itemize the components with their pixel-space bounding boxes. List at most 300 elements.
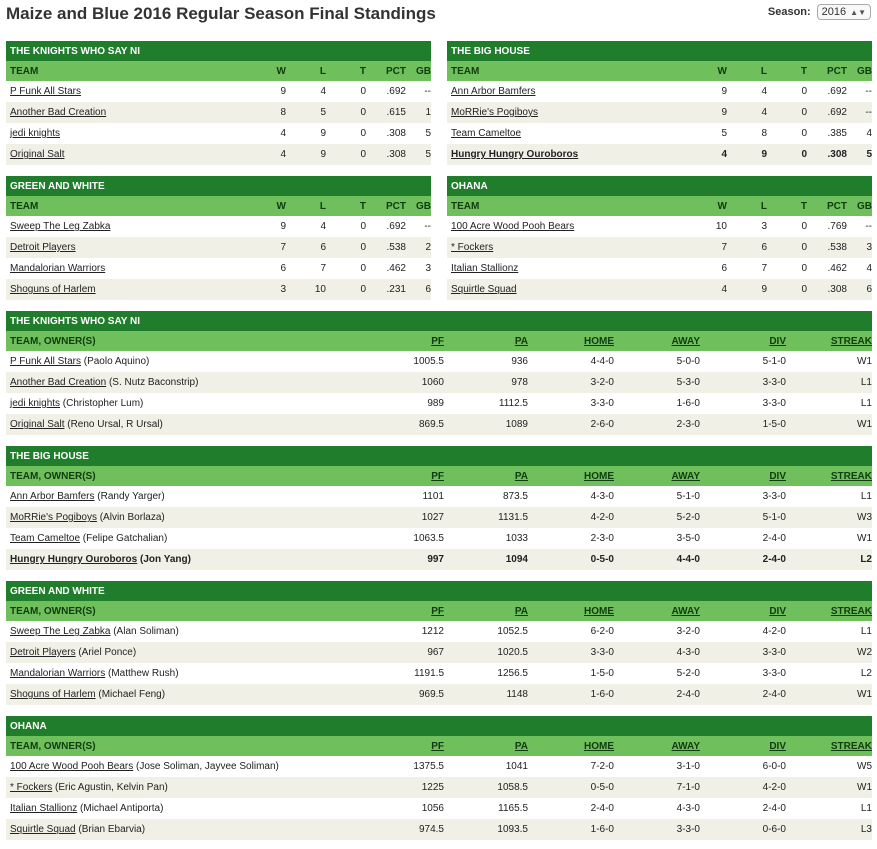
stat-cell: 5-1-0 — [762, 512, 786, 523]
team-link[interactable]: 100 Acre Wood Pooh Bears — [10, 761, 134, 772]
column-header: GB — [857, 200, 872, 212]
team-link[interactable]: * Fockers — [10, 782, 53, 793]
sortable-column-header: TEAM, OWNER(S) — [10, 335, 96, 347]
team-owner-cell — [6, 626, 372, 637]
team-owner-cell — [6, 782, 372, 793]
team-link[interactable]: Squirtle Squad — [451, 284, 517, 295]
team-owner-cell — [6, 668, 372, 679]
sortable-column-header[interactable]: HOME — [584, 605, 614, 617]
team-link[interactable]: Mandalorian Warriors — [10, 263, 106, 274]
page-title: Maize and Blue 2016 Regular Season Final Standings — [6, 4, 436, 23]
stat-cell: 8 — [761, 128, 767, 139]
team-owner-cell — [6, 554, 372, 565]
division-title: THE BIG HOUSE — [447, 41, 872, 61]
stat-cell: L3 — [860, 824, 872, 835]
stat-cell: 5 — [425, 128, 431, 139]
stat-cell: 1-6-0 — [676, 398, 700, 409]
stat-cell: 0 — [360, 128, 366, 139]
stat-cell: 1063.5 — [413, 533, 444, 544]
stat-cell: W2 — [857, 647, 872, 658]
team-cell — [447, 107, 687, 118]
stat-cell: -- — [424, 86, 431, 97]
team-link[interactable]: Original Salt — [10, 149, 65, 160]
stat-cell: .692 — [827, 107, 847, 118]
team-cell — [447, 86, 687, 97]
table-row — [6, 777, 872, 798]
column-header: TEAM — [451, 65, 480, 77]
table-row — [6, 414, 872, 435]
stat-cell: 0-6-0 — [762, 824, 786, 835]
stat-cell: 1-6-0 — [590, 824, 614, 835]
team-owner-cell — [6, 377, 372, 388]
stat-cell: 4 — [866, 263, 872, 274]
stat-cell: 3 — [866, 242, 872, 253]
owner-names: (Eric Agustin, Kelvin Pan) — [52, 782, 168, 793]
table-row — [6, 621, 872, 642]
sortable-column-header[interactable]: DIV — [769, 740, 786, 752]
stat-cell: W1 — [857, 419, 872, 430]
season-label: Season: — [767, 6, 811, 18]
stat-cell: 4 — [280, 128, 286, 139]
stat-cell: 1-6-0 — [590, 689, 614, 700]
stat-cell: 6 — [425, 284, 431, 295]
stat-cell: 6 — [280, 263, 286, 274]
team-link[interactable]: Another Bad Creation — [10, 107, 107, 118]
stat-cell: 2-4-0 — [676, 689, 700, 700]
team-link[interactable]: Sweep The Leg Zabka — [10, 626, 111, 637]
stat-cell: 0 — [801, 128, 807, 139]
stat-cell: 1041 — [505, 761, 528, 772]
stat-cell: 3-3-0 — [762, 668, 786, 679]
stat-cell: 5-1-0 — [762, 356, 786, 367]
stat-cell: .462 — [386, 263, 406, 274]
sortable-column-header[interactable]: AWAY — [671, 605, 700, 617]
sortable-column-header[interactable]: DIV — [769, 470, 786, 482]
team-cell — [447, 242, 687, 253]
division-title: OHANA — [6, 716, 872, 736]
column-header: T — [800, 200, 807, 212]
stat-cell: 1131.5 — [498, 512, 528, 523]
stat-cell: 4-3-0 — [590, 491, 614, 502]
stat-cell: .769 — [827, 221, 847, 232]
stat-cell: 0 — [801, 86, 807, 97]
team-link[interactable]: Shoguns of Harlem — [10, 284, 96, 295]
stat-cell: L1 — [860, 377, 872, 388]
team-link[interactable]: Detroit Players — [10, 242, 76, 253]
stat-cell: 3-3-0 — [590, 398, 614, 409]
stat-cell: 1101 — [422, 491, 444, 502]
team-cell — [6, 86, 246, 97]
team-detail-table — [6, 581, 872, 705]
team-link[interactable]: jedi knights — [10, 128, 61, 139]
stat-cell: 1056 — [421, 803, 444, 814]
table-row — [6, 216, 431, 237]
stat-cell: 6 — [866, 284, 872, 295]
sortable-column-header[interactable]: DIV — [769, 605, 786, 617]
stat-cell: 4-2-0 — [590, 512, 614, 523]
stat-cell: 3-3-0 — [590, 647, 614, 658]
stat-cell: 0 — [360, 86, 366, 97]
column-header: GB — [416, 200, 431, 212]
season-selector — [768, 4, 871, 20]
column-header: L — [760, 65, 767, 77]
table-row — [6, 507, 872, 528]
team-link[interactable]: Squirtle Squad — [10, 824, 76, 835]
division-title: THE BIG HOUSE — [6, 446, 872, 466]
detail-header-row — [6, 331, 872, 351]
column-header: TEAM — [10, 200, 39, 212]
owner-names: (Michael Feng) — [95, 689, 166, 700]
owner-names: (Jon Yang) — [137, 554, 191, 565]
team-cell — [6, 149, 246, 160]
stat-cell: 0 — [801, 284, 807, 295]
stat-cell: 4 — [320, 86, 326, 97]
stat-cell: 0-5-0 — [590, 782, 614, 793]
table-row — [6, 351, 872, 372]
team-detail-table — [6, 716, 872, 840]
stat-cell: 3-2-0 — [676, 626, 700, 637]
stat-cell: 1148 — [506, 689, 528, 700]
stat-cell: 0-5-0 — [590, 554, 614, 565]
team-owner-cell — [6, 512, 372, 523]
sortable-column-header[interactable]: PA — [514, 605, 528, 617]
stat-cell: 1375.5 — [413, 761, 444, 772]
column-header: T — [359, 200, 366, 212]
stat-cell: 5 — [425, 149, 431, 160]
stat-cell: 5-2-0 — [676, 512, 700, 523]
stat-cell: 0 — [360, 149, 366, 160]
column-header: GB — [857, 65, 872, 77]
stat-cell: L2 — [860, 554, 872, 565]
stat-cell: 2-4-0 — [762, 554, 786, 565]
standings-header-row — [447, 196, 872, 216]
table-row — [447, 258, 872, 279]
table-row — [6, 684, 872, 705]
stat-cell: .462 — [827, 263, 847, 274]
column-header: T — [800, 65, 807, 77]
stat-cell: 9 — [280, 86, 286, 97]
owner-names: (S. Nutz Baconstrip) — [106, 377, 199, 388]
sortable-column-header[interactable]: PA — [514, 740, 528, 752]
stat-cell: 0 — [360, 263, 366, 274]
sortable-column-header[interactable]: STREAK — [830, 335, 872, 347]
stat-cell: 2-3-0 — [676, 419, 700, 430]
column-header: L — [760, 200, 767, 212]
team-link[interactable]: P Funk All Stars — [10, 86, 81, 97]
team-link[interactable]: P Funk All Stars — [10, 356, 81, 367]
team-link[interactable]: Italian Stallionz — [10, 803, 78, 814]
stat-cell: 0 — [801, 242, 807, 253]
team-owner-cell — [6, 761, 372, 772]
team-link[interactable]: Team Cameltoe — [10, 533, 81, 544]
stat-cell: 9 — [721, 107, 727, 118]
sortable-column-header[interactable]: HOME — [584, 470, 614, 482]
table-row — [447, 216, 872, 237]
table-row — [447, 144, 872, 165]
table-row — [6, 144, 431, 165]
stat-cell: 10 — [314, 284, 326, 295]
division-title: OHANA — [447, 176, 872, 196]
stat-cell: 974.5 — [418, 824, 444, 835]
stat-cell: 1191.5 — [414, 668, 444, 679]
team-link[interactable]: jedi knights — [10, 398, 61, 409]
stat-cell: 3 — [425, 263, 431, 274]
table-row — [6, 258, 431, 279]
table-row — [6, 756, 872, 777]
stat-cell: 0 — [360, 242, 366, 253]
stat-cell: 0 — [360, 284, 366, 295]
team-link[interactable]: MoRRie's Pogiboys — [10, 512, 97, 523]
column-header: T — [359, 65, 366, 77]
stat-cell: 1060 — [421, 377, 444, 388]
stat-cell: 5 — [721, 128, 727, 139]
team-owner-cell — [6, 533, 372, 544]
team-link[interactable]: Another Bad Creation — [10, 377, 107, 388]
stat-cell: 4-4-0 — [676, 554, 700, 565]
team-cell — [6, 107, 246, 118]
owner-names: (Ariel Ponce) — [75, 647, 137, 658]
stat-cell: -- — [865, 107, 872, 118]
stat-cell: -- — [865, 86, 872, 97]
team-link[interactable]: Mandalorian Warriors — [10, 668, 106, 679]
stat-cell: .308 — [386, 149, 406, 160]
stat-cell: 3 — [280, 284, 286, 295]
table-row — [447, 102, 872, 123]
stat-cell: L1 — [860, 398, 872, 409]
stat-cell: 1020.5 — [497, 647, 528, 658]
team-link[interactable]: Original Salt — [10, 419, 65, 430]
stat-cell: 4 — [721, 284, 727, 295]
stat-cell: 2-4-0 — [762, 689, 786, 700]
stat-cell: 9 — [761, 149, 767, 160]
team-cell — [447, 263, 687, 274]
sortable-column-header[interactable]: PF — [431, 470, 444, 482]
stat-cell: .538 — [827, 242, 847, 253]
owner-names: (Brian Ebarvia) — [75, 824, 146, 835]
team-link[interactable]: Hungry Hungry Ouroboros — [10, 554, 138, 565]
stat-cell: 6-2-0 — [590, 626, 614, 637]
stat-cell: W3 — [857, 512, 872, 523]
sortable-column-header[interactable]: HOME — [584, 335, 614, 347]
stat-cell: 4-3-0 — [676, 647, 700, 658]
stat-cell: L2 — [860, 668, 872, 679]
stat-cell: 2-3-0 — [590, 533, 614, 544]
stat-cell: 4 — [866, 128, 872, 139]
stat-cell: -- — [424, 221, 431, 232]
column-header: GB — [416, 65, 431, 77]
stat-cell: 8 — [280, 107, 286, 118]
team-link[interactable]: * Fockers — [451, 242, 494, 253]
table-row — [447, 237, 872, 258]
stat-cell: 1005.5 — [413, 356, 444, 367]
stat-cell: 0 — [360, 221, 366, 232]
owner-names: (Alvin Borlaza) — [96, 512, 165, 523]
team-cell — [6, 221, 246, 232]
team-cell — [6, 284, 246, 295]
stat-cell: 3-3-0 — [762, 377, 786, 388]
sortable-column-header[interactable]: STREAK — [830, 740, 872, 752]
stat-cell: 989 — [427, 398, 444, 409]
column-header: W — [717, 200, 727, 212]
standings-header-row — [6, 61, 431, 81]
stat-cell: 3-3-0 — [676, 824, 700, 835]
column-header: L — [319, 65, 326, 77]
stat-cell: 1225 — [421, 782, 444, 793]
team-cell — [447, 221, 687, 232]
stat-cell: .385 — [827, 128, 847, 139]
sortable-column-header: TEAM, OWNER(S) — [10, 470, 96, 482]
stat-cell: 9 — [280, 221, 286, 232]
stat-cell: 1089 — [505, 419, 528, 430]
table-row — [6, 663, 872, 684]
stat-cell: 4 — [280, 149, 286, 160]
table-row — [6, 642, 872, 663]
stat-cell: 0 — [801, 221, 807, 232]
sortable-column-header[interactable]: PF — [431, 335, 444, 347]
team-owner-cell — [6, 803, 372, 814]
table-row — [6, 372, 872, 393]
stat-cell: 7-1-0 — [676, 782, 700, 793]
team-owner-cell — [6, 398, 372, 409]
season-dropdown[interactable] — [817, 4, 871, 20]
stat-cell: 6 — [761, 242, 767, 253]
stat-cell: 4-4-0 — [590, 356, 614, 367]
column-header: L — [319, 200, 326, 212]
team-link[interactable]: Shoguns of Harlem — [10, 689, 96, 700]
sortable-column-header[interactable]: DIV — [769, 335, 786, 347]
team-owner-cell — [6, 419, 372, 430]
stat-cell: 0 — [360, 107, 366, 118]
table-row — [6, 81, 431, 102]
stat-cell: 1094 — [505, 554, 528, 565]
owner-names: (Reno Ursal, R Ursal) — [64, 419, 163, 430]
table-row — [6, 393, 872, 414]
stat-cell: 1033 — [505, 533, 528, 544]
stat-cell: 4 — [761, 107, 767, 118]
owner-names: (Randy Yarger) — [94, 491, 165, 502]
table-row — [6, 486, 872, 507]
column-header: TEAM — [10, 65, 39, 77]
stat-cell: W5 — [857, 761, 872, 772]
table-row — [447, 279, 872, 300]
stat-cell: W1 — [857, 356, 872, 367]
stat-cell: 5-1-0 — [676, 491, 700, 502]
owner-names: (Christopher Lum) — [60, 398, 144, 409]
stat-cell: 969.5 — [418, 689, 444, 700]
team-owner-cell — [6, 647, 372, 658]
table-row — [6, 819, 872, 840]
table-row — [6, 237, 431, 258]
stat-cell: 3-5-0 — [676, 533, 700, 544]
stat-cell: 967 — [427, 647, 444, 658]
sortable-column-header[interactable]: PF — [431, 605, 444, 617]
sortable-column-header[interactable]: PF — [431, 740, 444, 752]
team-detail-table — [6, 311, 872, 435]
stat-cell: .692 — [386, 221, 406, 232]
stat-cell: -- — [865, 221, 872, 232]
division-title: THE KNIGHTS WHO SAY NI — [6, 311, 872, 331]
team-cell — [6, 263, 246, 274]
team-link[interactable]: Ann Arbor Bamfers — [451, 86, 536, 97]
sortable-column-header[interactable]: AWAY — [671, 740, 700, 752]
stat-cell: 0 — [801, 263, 807, 274]
stat-cell: 0 — [801, 107, 807, 118]
owner-names: (Felipe Gatchalian) — [80, 533, 168, 544]
stat-cell: 1058.5 — [497, 782, 528, 793]
sortable-column-header[interactable]: STREAK — [830, 470, 872, 482]
team-link[interactable]: MoRRie's Pogiboys — [451, 107, 538, 118]
stat-cell: 5 — [866, 149, 872, 160]
team-owner-cell — [6, 356, 372, 367]
division-title: GREEN AND WHITE — [6, 176, 431, 196]
column-header: PCT — [386, 200, 406, 212]
team-link[interactable]: Ann Arbor Bamfers — [10, 491, 95, 502]
sortable-column-header[interactable]: PA — [514, 335, 528, 347]
standings-header-row — [447, 61, 872, 81]
team-link[interactable]: 100 Acre Wood Pooh Bears — [451, 221, 575, 232]
stat-cell: 1 — [425, 107, 431, 118]
sortable-column-header[interactable]: STREAK — [830, 605, 872, 617]
stat-cell: 4-2-0 — [762, 626, 786, 637]
column-header: PCT — [827, 65, 847, 77]
stat-cell: .692 — [827, 86, 847, 97]
sortable-column-header: TEAM, OWNER(S) — [10, 740, 96, 752]
table-row — [447, 81, 872, 102]
sortable-column-header[interactable]: PA — [514, 470, 528, 482]
team-cell — [447, 128, 687, 139]
sortable-column-header[interactable]: AWAY — [671, 470, 700, 482]
detail-header-row — [6, 736, 872, 756]
stat-cell: 6-0-0 — [762, 761, 786, 772]
stat-cell: 0 — [801, 149, 807, 160]
standings-table — [6, 176, 431, 300]
season-value: 2016 — [821, 6, 847, 18]
detail-header-row — [6, 601, 872, 621]
owner-names: (Michael Antiporta) — [77, 803, 164, 814]
stat-cell: 6 — [320, 242, 326, 253]
team-link[interactable]: Team Cameltoe — [451, 128, 522, 139]
chevron-updown-icon: ▲▼ — [850, 7, 866, 17]
owner-names: (Paolo Aquino) — [80, 356, 150, 367]
standings-table — [447, 176, 872, 300]
team-owner-cell — [6, 689, 372, 700]
team-link[interactable]: Sweep The Leg Zabka — [10, 221, 111, 232]
owner-names: (Jose Soliman, Jayvee Soliman) — [133, 761, 279, 772]
team-link[interactable]: Hungry Hungry Ouroboros — [451, 149, 579, 160]
team-link[interactable]: Italian Stallionz — [451, 263, 519, 274]
stat-cell: 5-3-0 — [676, 377, 700, 388]
stat-cell: 7 — [320, 263, 326, 274]
stat-cell: 2 — [425, 242, 431, 253]
stat-cell: 997 — [427, 554, 444, 565]
stat-cell: 9 — [721, 86, 727, 97]
stat-cell: 3-2-0 — [590, 377, 614, 388]
stat-cell: 7-2-0 — [590, 761, 614, 772]
stat-cell: 7 — [761, 263, 767, 274]
sortable-column-header[interactable]: HOME — [584, 740, 614, 752]
owner-names: (Alan Soliman) — [110, 626, 179, 637]
stat-cell: 1112.5 — [498, 398, 528, 409]
stat-cell: 3-3-0 — [762, 647, 786, 658]
stat-cell: 1-5-0 — [762, 419, 786, 430]
sortable-column-header[interactable]: AWAY — [671, 335, 700, 347]
team-owner-cell — [6, 491, 372, 502]
stat-cell: L1 — [860, 803, 872, 814]
stat-cell: W1 — [857, 533, 872, 544]
stat-cell: 2-4-0 — [590, 803, 614, 814]
team-link[interactable]: Detroit Players — [10, 647, 76, 658]
stat-cell: 5-0-0 — [676, 356, 700, 367]
